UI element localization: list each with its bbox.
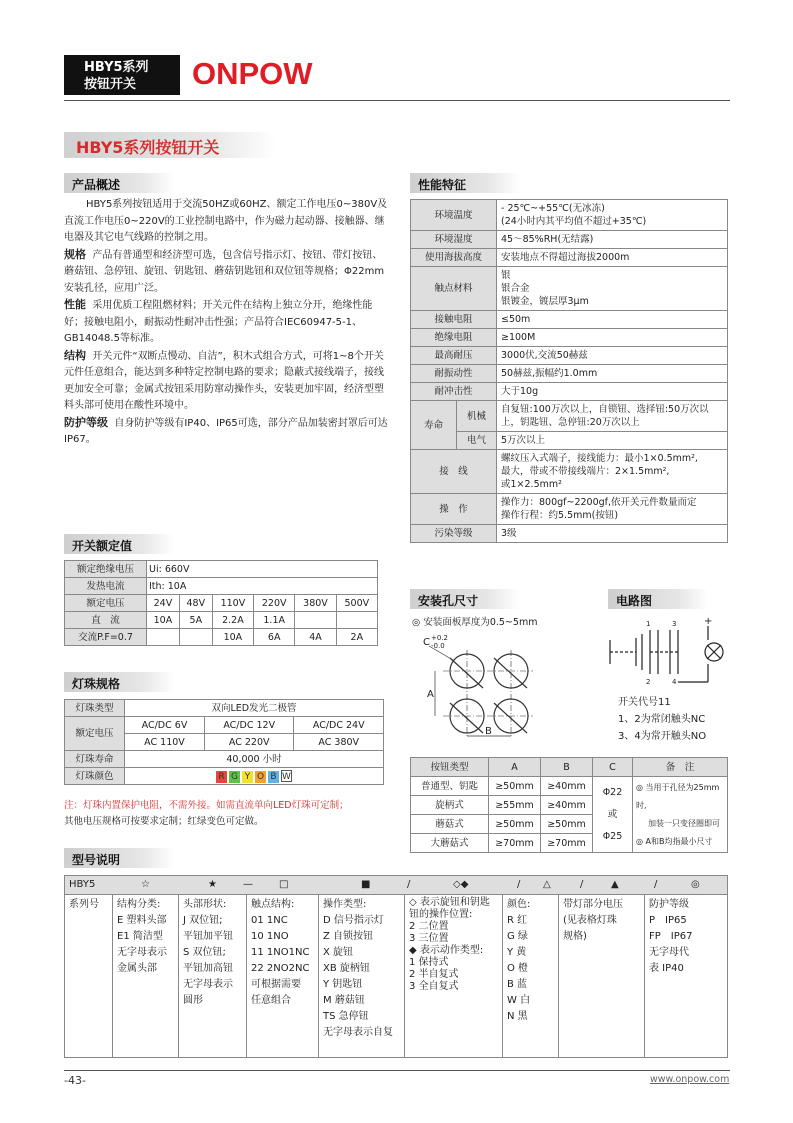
led-note2: 其他电压规格可按要求定制；红绿变色可定做。: [64, 816, 264, 827]
model-line: O 橙: [507, 963, 529, 974]
table-cell: ≥55mm: [489, 796, 541, 815]
table-header-row: [411, 758, 728, 777]
code-position: ◇◆: [453, 879, 469, 890]
code-sep: /: [654, 879, 658, 890]
env-temp-v1: - 25℃~+55℃(无冰冻): [501, 203, 605, 214]
table-row: [65, 768, 384, 785]
table-row: [65, 629, 378, 646]
material-v3: 银镀金，镀层厚3μm: [501, 296, 589, 307]
model-line: E 塑料头部: [117, 915, 167, 926]
model-line: 平钮加平钮: [183, 931, 233, 942]
model-col-operation: [319, 895, 405, 1058]
circuit-line2: 3、4为常开触头NO: [618, 731, 707, 742]
rated-volt-key: 额定电压: [65, 595, 147, 612]
table-cell: 24V: [147, 595, 180, 612]
mount-c-tol-up: +0.2: [431, 634, 448, 642]
rated-ac-key: 交流P.F=0.7: [65, 629, 147, 646]
model-line: 无字母表示: [183, 979, 233, 990]
footer-url[interactable]: www.onpow.com: [650, 1074, 730, 1085]
table-cell: 旋柄式: [411, 796, 489, 815]
header-divider: [64, 100, 730, 101]
life-key: 寿命: [411, 401, 457, 450]
overview-p3-label: 性能: [64, 298, 86, 311]
table-cell: ≥70mm: [489, 834, 541, 853]
model-line: 无字母表示自复: [323, 1027, 393, 1038]
model-line: 2 半自复式: [409, 969, 459, 980]
overview-p4-text: 开关元件“双断点慢动、自洁”，积木式组合方式，可将1~8个开关元件任意组合，能达到多种特定控制电路的要求；隐蔽式接线端子，接线更加安全可靠；金属式按钮采用防窜动操作头，安装更加牢固，经济型塑料头部可使用在酸性环境中。: [64, 350, 384, 411]
brand-logo: ONPOW: [192, 56, 313, 91]
model-line: 规格): [563, 931, 587, 942]
table-cell: 5A: [179, 612, 212, 629]
table-cell: 1.1A: [254, 612, 295, 629]
code-protection: ◎: [691, 879, 700, 890]
remark1: [636, 779, 725, 815]
model-col-structure: [113, 895, 179, 1058]
led-volt-key: 额定电压: [65, 717, 125, 751]
model-line: R 红: [507, 915, 528, 926]
pin-label: 3: [672, 620, 677, 628]
page-number: -43-: [64, 1074, 86, 1087]
code-color: △: [543, 879, 551, 890]
model-line: 无字母代: [649, 947, 689, 958]
model-line: Y 黄: [507, 947, 527, 958]
wiring-value: [497, 450, 728, 494]
vib-key: 耐振动性: [411, 365, 497, 383]
table-header: 备 注: [633, 758, 728, 777]
table-cell: 2.2A: [212, 612, 253, 629]
model-col-lamp-voltage: [559, 895, 645, 1058]
table-cell: 48V: [179, 595, 212, 612]
op-key: 操 作: [411, 494, 497, 525]
circuit-text: [618, 694, 706, 745]
remark1-text: 当用于孔径为25mm时,: [636, 782, 720, 810]
led-color-chip: B: [268, 771, 279, 783]
model-line: 头部形状:: [183, 899, 227, 910]
size-table: [410, 757, 728, 853]
model-line: S 双位钮;: [183, 947, 226, 958]
model-desc-row: [65, 895, 728, 1058]
mount-hole-diagram: [415, 630, 555, 745]
model-table: [64, 875, 728, 1058]
humidity-key: 环境湿度: [411, 231, 497, 249]
op-v2: 操作行程：约5.5mm(按钮): [501, 510, 619, 521]
table-cell: 蘑菇式: [411, 815, 489, 834]
overview-heading: 产品概述: [64, 173, 174, 193]
model-line: 触点结构:: [251, 899, 295, 910]
humidity-value: 45～85%RH(无结露): [497, 231, 728, 249]
table-row: [411, 231, 728, 249]
altitude-value: 安装地点不得超过海拔2000m: [497, 249, 728, 267]
mech-value: 自复钮:100万次以上，自锁钮、选择钮:50万次以上，钥匙钮、急停钮:20万次以上: [497, 401, 728, 432]
model-col-contact: [247, 895, 319, 1058]
circuit-heading: 电路图: [608, 589, 708, 609]
table-row: [411, 401, 728, 432]
pollution-value: 3级: [497, 525, 728, 543]
mount-b-label: B: [485, 726, 492, 737]
led-life-value: 40,000 小时: [125, 751, 384, 768]
model-line: Y 钥匙钮: [323, 979, 363, 990]
circuit-line1: 1、2为常闭触头NC: [618, 714, 706, 725]
table-row: [65, 717, 384, 734]
table-cell: 4A: [295, 629, 336, 646]
model-line: E1 简洁型: [117, 931, 163, 942]
c-val3: Φ25: [602, 830, 623, 842]
table-cell: 500V: [336, 595, 377, 612]
wiring-v2: 最大，带或不带接线端片：2×1.5mm²,: [501, 466, 670, 477]
table-cell: ≥50mm: [541, 815, 593, 834]
model-line: (见表格灯珠: [563, 915, 617, 926]
led-color-chip: R: [216, 771, 227, 783]
model-col-position-action: [405, 895, 503, 1058]
led-type-key: 灯珠类型: [65, 700, 125, 717]
contact-r-value: ≤50m: [497, 311, 728, 329]
overview-p2-label: 规格: [64, 247, 86, 261]
wiring-v3: 或1×2.5mm²: [501, 479, 562, 490]
table-cell: 10A: [147, 612, 180, 629]
led-color-chip: O: [256, 771, 265, 782]
table-row: [411, 777, 728, 796]
material-key: 触点材料: [411, 267, 497, 311]
table-cell: 大蘑菇式: [411, 834, 489, 853]
rated-insul-value: Ui: 660V: [147, 561, 378, 578]
table-cell: ≥70mm: [541, 834, 593, 853]
model-line: 11 1NO1NC: [251, 947, 310, 958]
table-row: [65, 595, 378, 612]
table-header: C: [593, 758, 633, 777]
table-header: A: [489, 758, 541, 777]
material-v2: 银合金: [501, 283, 530, 294]
model-col-color: [503, 895, 559, 1058]
table-cell: AC/DC 24V: [294, 717, 384, 734]
model-line: 圆形: [183, 995, 203, 1006]
c-column: [593, 777, 633, 853]
model-line: 3 三位置: [409, 933, 449, 944]
table-row: [411, 383, 728, 401]
code-sep: /: [580, 879, 584, 890]
pollution-key: 污染等级: [411, 525, 497, 543]
pin-label: 1: [646, 620, 651, 628]
model-line: 1 保持式: [409, 957, 449, 968]
model-code-row: [65, 876, 728, 895]
model-line: 任意组合: [251, 995, 291, 1006]
code-structure: ☆: [141, 879, 150, 890]
max-v-key: 最高耐压: [411, 347, 497, 365]
led-type-value: 双向LED发光二极管: [125, 700, 384, 717]
table-cell: AC 110V: [125, 734, 205, 751]
header-badge-line1: HBY5系列: [84, 60, 149, 75]
table-row: [411, 329, 728, 347]
altitude-key: 使用海拔高度: [411, 249, 497, 267]
table-cell: 2A: [336, 629, 377, 646]
table-cell: 10A: [212, 629, 253, 646]
rated-heat-key: 发热电流: [65, 578, 147, 595]
material-value: [497, 267, 728, 311]
model-line: 01 1NC: [251, 915, 288, 926]
model-line: 钮的操作位置:: [409, 909, 473, 920]
overview-p5-text: 自身防护等级有IP40、IP65可选，部分产品加装密封罩后可达IP67。: [64, 417, 388, 445]
c-val2: 或: [607, 808, 618, 820]
led-color-key: 灯珠颜色: [65, 768, 125, 785]
table-cell: 380V: [295, 595, 336, 612]
table-row: [411, 365, 728, 383]
table-row: [411, 267, 728, 311]
insul-value: ≥100M: [497, 329, 728, 347]
overview-text: [64, 197, 392, 449]
env-temp-key: 环境温度: [411, 200, 497, 231]
elec-key: 电气: [457, 432, 497, 450]
table-row: [411, 249, 728, 267]
footer-divider: [64, 1070, 730, 1071]
model-line: 金属头部: [117, 963, 157, 974]
led-heading: 灯珠规格: [64, 672, 174, 692]
header-badge: [64, 55, 180, 95]
table-header: B: [541, 758, 593, 777]
table-cell: [336, 612, 377, 629]
model-line: 系列号: [69, 899, 99, 910]
table-cell: 普通型、钥匙: [411, 777, 489, 796]
page-title: HBY5系列按钮开关: [76, 138, 220, 157]
model-line: 颜色:: [507, 899, 531, 910]
mount-note-text: 安装面板厚度为0.5~5mm: [423, 617, 538, 628]
wiring-key: 接 线: [411, 450, 497, 494]
led-color-chip: Y: [242, 771, 253, 783]
mount-heading: 安装孔尺寸: [410, 589, 520, 609]
led-table: [64, 699, 384, 785]
max-v-value: 3000伏,交流50赫兹: [497, 347, 728, 365]
circuit-code: 开关代号11: [618, 697, 671, 708]
remark3: [636, 833, 725, 851]
op-value: [497, 494, 728, 525]
vib-value: 50赫兹,振幅约1.0mm: [497, 365, 728, 383]
shock-value: 大于10g: [497, 383, 728, 401]
remark3-text: A和B均指最小尺寸: [645, 836, 713, 846]
rated-heading: 开关额定值: [64, 534, 174, 554]
model-heading: 型号说明: [64, 848, 174, 868]
model-line: 平钮加高钮: [183, 963, 233, 974]
model-line: ◇ 表示旋钮和钥匙: [409, 897, 490, 908]
overview-p4: [64, 348, 392, 415]
remark2: 加装一只变径圈即可: [648, 818, 720, 828]
code-sep: /: [517, 879, 521, 890]
table-cell: 110V: [212, 595, 253, 612]
circle-dot-icon: ◎: [636, 836, 643, 846]
table-row: [411, 311, 728, 329]
code-operation: ■: [361, 879, 371, 890]
pin-label: 4: [672, 678, 677, 686]
mount-note: [412, 614, 537, 628]
table-cell: AC 220V: [204, 734, 294, 751]
model-line: N 黑: [507, 1011, 528, 1022]
model-line: G 绿: [507, 931, 528, 942]
table-cell: [147, 629, 180, 646]
model-line: 表 IP40: [649, 963, 684, 974]
plus-icon: +: [704, 616, 713, 627]
model-line: 3 全自复式: [409, 981, 459, 992]
model-line: M 蘑菇钮: [323, 995, 365, 1006]
circle-dot-icon: ◎: [412, 617, 421, 628]
table-cell: 220V: [254, 595, 295, 612]
pin-label: 2: [646, 678, 651, 686]
table-cell: ≥50mm: [489, 815, 541, 834]
table-row: [65, 578, 378, 595]
model-line: 带灯部分电压: [563, 899, 623, 910]
shock-key: 耐冲击性: [411, 383, 497, 401]
env-temp-v2: (24小时内其平均值不超过+35℃): [501, 216, 647, 227]
table-row: [65, 612, 378, 629]
perf-heading: 性能特征: [410, 173, 520, 193]
model-line: 无字母表示: [117, 947, 167, 958]
code-contact: □: [279, 879, 289, 890]
model-line: B 蓝: [507, 979, 528, 990]
led-note1: [64, 798, 394, 814]
model-line: D 信号指示灯: [323, 915, 384, 926]
model-line: J 双位钮;: [183, 915, 223, 926]
rated-dc-key: 直 流: [65, 612, 147, 629]
table-cell: ≥40mm: [541, 777, 593, 796]
wiring-v1: 螺纹压入式端子，接线能力：最小1×0.5mm²,: [501, 453, 698, 464]
mount-c-tol-dn: -0.0: [431, 642, 445, 650]
model-line: 可根据需要: [251, 979, 301, 990]
overview-p2: [64, 247, 392, 298]
rated-insul-key: 额定绝缘电压: [65, 561, 147, 578]
model-line: Z 自锁按钮: [323, 931, 374, 942]
code-series: HBY5: [69, 879, 96, 890]
model-line: 防护等级: [649, 899, 689, 910]
model-line: 22 2NO2NC: [251, 963, 310, 974]
led-color-chip: W: [282, 771, 291, 782]
table-cell: AC 380V: [294, 734, 384, 751]
op-v1: 操作力：800gf~2200gf,依开关元件数量而定: [501, 497, 697, 508]
circuit-diagram: [606, 612, 734, 692]
c-val1: Φ22: [602, 786, 623, 798]
overview-p4-label: 结构: [64, 348, 86, 362]
contact-r-key: 接触电阻: [411, 311, 497, 329]
model-code-strip: [65, 876, 727, 894]
table-row: [411, 525, 728, 543]
table-cell: 6A: [254, 629, 295, 646]
mech-key: 机械: [457, 401, 497, 432]
env-temp-value: [497, 200, 728, 231]
model-line: W 白: [507, 995, 531, 1006]
table-row: [65, 561, 378, 578]
header-badge-line2: 按钮开关: [84, 77, 137, 92]
table-header: 按钮类型: [411, 758, 489, 777]
model-line: XB 旋柄钮: [323, 963, 370, 974]
model-line: TS 急停钮: [323, 1011, 369, 1022]
table-row: [65, 751, 384, 768]
model-line: 结构分类:: [117, 899, 161, 910]
circle-dot-icon: ◎: [636, 782, 643, 792]
table-cell: [179, 629, 212, 646]
code-sep: /: [407, 879, 411, 890]
model-line: 操作类型:: [323, 899, 367, 910]
table-row: [411, 450, 728, 494]
led-color-chips: [125, 768, 384, 785]
code-dash: —: [243, 879, 253, 890]
model-line: 10 1NO: [251, 931, 289, 942]
table-cell: [295, 612, 336, 629]
led-note1-text: 注：灯珠内置保护电阻，不需外接。如需直流单向LED灯珠可定制；: [64, 800, 349, 811]
table-cell: AC/DC 12V: [204, 717, 294, 734]
model-code-cell: [65, 876, 728, 895]
model-col-head-shape: [179, 895, 247, 1058]
model-col-series: [65, 895, 113, 1058]
model-line: 2 二位置: [409, 921, 449, 932]
elec-value: 5万次以上: [497, 432, 728, 450]
code-head: ★: [208, 879, 217, 890]
overview-p5: [64, 415, 392, 449]
code-voltage: ▲: [611, 879, 619, 890]
led-life-key: 灯珠寿命: [65, 751, 125, 768]
led-notes: [64, 798, 394, 830]
overview-p3-text: 采用优质工程阻燃材料；开关元件在结构上独立分开，绝缘性能好；接触电阻小，耐振动性耐冲击性强；产品符合IEC60947-5-1、GB14048.5等标准。: [64, 300, 373, 344]
led-color-chip: G: [229, 771, 240, 783]
overview-p5-label: 防护等级: [64, 415, 108, 429]
table-cell: AC/DC 6V: [125, 717, 205, 734]
model-line: X 旋钮: [323, 947, 354, 958]
overview-p2-text: 产品有普通型和经济型可选，包含信号指示灯、按钮、带灯按钮、蘑菇钮、急停钮、旋钮、钥匙钮、蘑菇钥匙钮和双位钮等规格；Φ22mm安装孔径，应用广泛。: [64, 249, 385, 294]
mount-c-label: C: [423, 637, 430, 648]
rated-heat-value: Ith: 10A: [147, 578, 378, 595]
table-row: [411, 494, 728, 525]
perf-table: [410, 199, 728, 543]
insul-key: 绝缘电阻: [411, 329, 497, 347]
table-row: [411, 200, 728, 231]
table-row: [411, 432, 728, 450]
rated-table: [64, 560, 378, 646]
model-line: ◆ 表示动作类型:: [409, 945, 484, 956]
overview-p3: [64, 297, 392, 348]
table-row: [65, 700, 384, 717]
model-line: FP IP67: [649, 931, 693, 942]
model-line: P IP65: [649, 915, 687, 926]
remark-column: [633, 777, 728, 853]
table-cell: ≥50mm: [489, 777, 541, 796]
mount-a-label: A: [427, 689, 434, 700]
material-v1: 银: [501, 270, 511, 281]
table-cell: ≥40mm: [541, 796, 593, 815]
model-col-protection: [645, 895, 728, 1058]
overview-p1: HBY5系列按钮适用于交流50HZ或60HZ、额定工作电压0~380V及直流工作电压0~220V的工业控制电路中，作为磁力起动器、接触器、继电器及其它电气线路的控制之用。: [64, 199, 388, 243]
table-row: [411, 347, 728, 365]
